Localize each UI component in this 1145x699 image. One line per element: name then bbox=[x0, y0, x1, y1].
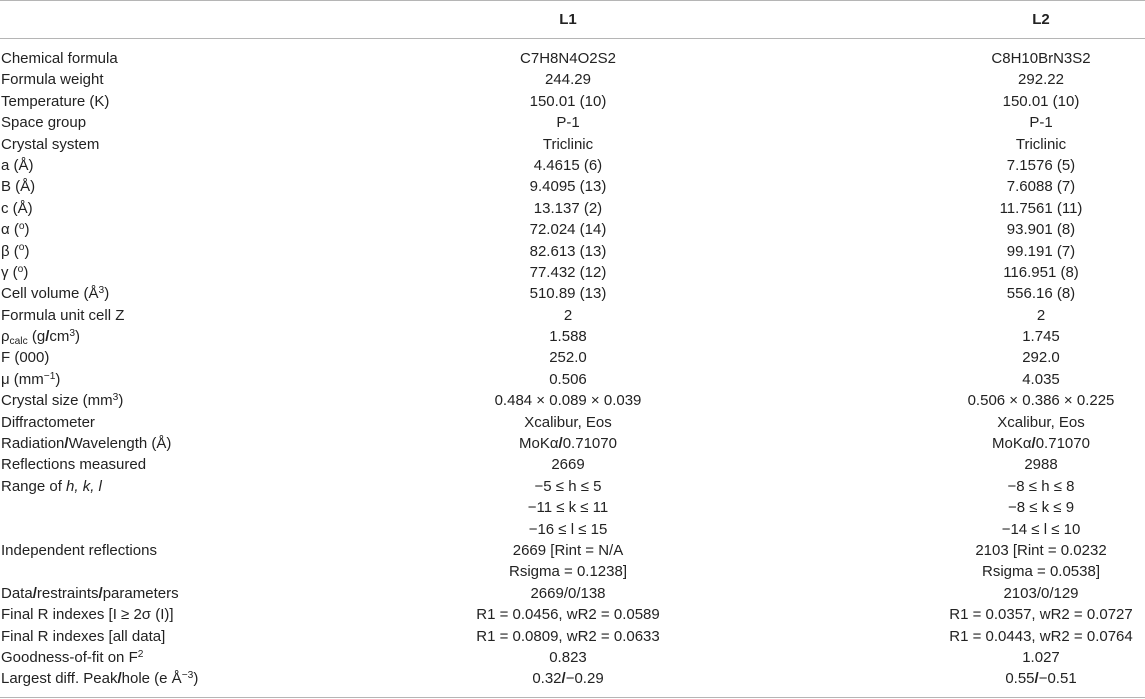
row-label: Temperature (K) bbox=[1, 92, 110, 110]
text-segment: β ( bbox=[1, 242, 19, 260]
value-l1: R1 = 0.0456, wR2 = 0.0589 bbox=[476, 606, 660, 624]
text-segment: μ (mm bbox=[1, 370, 44, 388]
value-l2: 93.901 (8) bbox=[1006, 221, 1076, 239]
text-segment: ) bbox=[23, 263, 29, 281]
text-segment: / bbox=[45, 328, 50, 346]
text-segment: hole (e Å bbox=[121, 670, 182, 688]
value-l1: −11 ≤ k ≤ 11 bbox=[527, 499, 609, 517]
row-label bbox=[0, 326, 418, 347]
value-l1: 2669 bbox=[551, 456, 585, 474]
table-row bbox=[0, 454, 1145, 475]
row-label bbox=[0, 369, 418, 390]
value-l1: −16 ≤ l ≤ 15 bbox=[528, 520, 608, 538]
text-segment: ) bbox=[118, 392, 124, 410]
value-l2 bbox=[937, 668, 1145, 689]
text-segment: Largest diff. Peak bbox=[1, 670, 118, 688]
row-label bbox=[0, 219, 418, 240]
value-l1: Rsigma = 0.1238] bbox=[509, 563, 627, 581]
row-label: Independent reflections bbox=[1, 541, 157, 559]
row-label bbox=[0, 476, 418, 497]
text-segment: Data bbox=[1, 584, 33, 602]
value-l1: 2669/0/138 bbox=[530, 584, 606, 602]
text-segment: Range of bbox=[1, 477, 67, 495]
text-segment: MoKα bbox=[519, 435, 559, 453]
value-l1: 4.4615 (6) bbox=[533, 156, 603, 174]
value-l2: 7.6088 (7) bbox=[1006, 178, 1076, 196]
row-label bbox=[0, 241, 418, 262]
row-label: F (000) bbox=[1, 349, 50, 367]
table-row bbox=[0, 626, 1145, 647]
table-row bbox=[0, 583, 1145, 604]
value-l2: R1 = 0.0357, wR2 = 0.0727 bbox=[949, 606, 1133, 624]
value-l1: 0.484 × 0.089 × 0.039 bbox=[494, 392, 642, 410]
value-l1: 9.4095 (13) bbox=[529, 178, 607, 196]
table-row bbox=[0, 112, 1145, 133]
value-l2: C8H10BrN3S2 bbox=[991, 50, 1091, 67]
text-segment: restraints bbox=[36, 584, 99, 602]
row-label: Formula weight bbox=[1, 71, 104, 89]
table-body bbox=[0, 39, 1145, 690]
table-row bbox=[0, 369, 1145, 390]
value-l2: 292.22 bbox=[1018, 71, 1064, 89]
value-l1: Xcalibur, Eos bbox=[524, 413, 612, 431]
value-l1: Triclinic bbox=[542, 135, 594, 153]
table-row bbox=[0, 668, 1145, 689]
row-label: Formula unit cell Z bbox=[1, 306, 125, 324]
text-segment: / bbox=[64, 435, 69, 453]
row-label: Space group bbox=[1, 114, 87, 132]
row-label bbox=[0, 668, 418, 689]
row-label: B (Å) bbox=[1, 178, 36, 196]
table-row bbox=[0, 155, 1145, 176]
value-l1 bbox=[418, 668, 718, 689]
text-segment: o bbox=[18, 221, 25, 233]
table-row bbox=[0, 540, 1145, 561]
table-row bbox=[0, 390, 1145, 411]
text-segment: ) bbox=[193, 670, 199, 688]
row-label: Final R indexes [all data] bbox=[1, 627, 166, 645]
table-row bbox=[0, 283, 1145, 304]
table-row bbox=[0, 497, 1145, 518]
table-row bbox=[0, 176, 1145, 197]
value-l2: 2 bbox=[1036, 306, 1046, 324]
value-l2: −14 ≤ l ≤ 10 bbox=[1001, 520, 1081, 538]
value-l1: C7H8N4O2S2 bbox=[520, 50, 616, 67]
value-l1: R1 = 0.0809, wR2 = 0.0633 bbox=[476, 627, 660, 645]
value-l2: Triclinic bbox=[1015, 135, 1067, 153]
text-segment: Goodness-of-fit on F bbox=[1, 648, 138, 666]
text-segment: Cell volume (Å bbox=[1, 285, 99, 303]
row-label: Final R indexes [I ≥ 2σ (I)] bbox=[1, 606, 174, 624]
value-l2: P-1 bbox=[1029, 114, 1053, 132]
value-l2: 7.1576 (5) bbox=[1006, 156, 1076, 174]
text-segment: 0.71070 bbox=[1035, 435, 1090, 453]
text-segment: −3 bbox=[181, 670, 194, 682]
text-segment: 3 bbox=[69, 327, 76, 339]
value-l1: 72.024 (14) bbox=[529, 221, 607, 239]
value-l2: R1 = 0.0443, wR2 = 0.0764 bbox=[949, 627, 1133, 645]
text-segment: / bbox=[32, 584, 37, 602]
text-segment: γ ( bbox=[1, 263, 18, 281]
value-l1: 0.823 bbox=[549, 648, 587, 666]
value-l2: 0.506 × 0.386 × 0.225 bbox=[967, 392, 1115, 410]
table-row bbox=[0, 561, 1145, 582]
value-l1: 252.0 bbox=[549, 349, 587, 367]
row-label bbox=[0, 433, 418, 454]
header-cell-l2: L2 bbox=[1032, 11, 1050, 28]
value-l1 bbox=[418, 433, 718, 454]
row-label: Chemical formula bbox=[1, 50, 118, 67]
table-row bbox=[0, 241, 1145, 262]
table-row bbox=[0, 198, 1145, 219]
text-segment: parameters bbox=[102, 584, 179, 602]
text-segment: MoKα bbox=[992, 435, 1032, 453]
table-row bbox=[0, 412, 1145, 433]
text-segment: Wavelength (Å) bbox=[68, 435, 172, 453]
text-segment: 3 bbox=[112, 392, 119, 404]
text-segment: / bbox=[117, 670, 122, 688]
text-segment: ρ bbox=[1, 328, 10, 346]
text-segment: ) bbox=[75, 328, 81, 346]
text-segment: 2 bbox=[137, 648, 144, 660]
value-l2: −8 ≤ h ≤ 8 bbox=[1007, 477, 1075, 495]
text-segment: −0.51 bbox=[1038, 670, 1077, 688]
table-row bbox=[0, 326, 1145, 347]
row-label bbox=[0, 390, 418, 411]
table-row bbox=[0, 262, 1145, 283]
value-l2: 99.191 (7) bbox=[1006, 242, 1076, 260]
value-l1: P-1 bbox=[556, 114, 580, 132]
row-label: Reflections measured bbox=[1, 456, 147, 474]
table-row bbox=[0, 134, 1145, 155]
text-segment: −1 bbox=[43, 370, 56, 382]
text-segment: 0.32 bbox=[532, 670, 562, 688]
text-segment: / bbox=[561, 670, 566, 688]
row-label bbox=[0, 283, 418, 304]
text-segment: h, k, l bbox=[66, 477, 102, 495]
table-row bbox=[0, 476, 1145, 497]
value-l2: 1.745 bbox=[1022, 328, 1060, 346]
text-segment: / bbox=[558, 435, 563, 453]
value-l1: 77.432 (12) bbox=[529, 263, 607, 281]
text-segment: 0.55 bbox=[1005, 670, 1035, 688]
value-l2: 116.951 (8) bbox=[1003, 263, 1079, 281]
value-l2: 4.035 bbox=[1022, 370, 1060, 388]
table-row bbox=[0, 647, 1145, 668]
text-segment: Radiation bbox=[1, 435, 65, 453]
row-label: Crystal system bbox=[1, 135, 100, 153]
value-l2: 292.0 bbox=[1022, 349, 1060, 367]
text-segment: o bbox=[17, 263, 24, 275]
table-row bbox=[0, 519, 1145, 540]
value-l2 bbox=[937, 433, 1145, 454]
row-label: Diffractometer bbox=[1, 413, 95, 431]
table-row bbox=[0, 69, 1145, 90]
text-segment: ) bbox=[55, 370, 61, 388]
row-label: a (Å) bbox=[1, 156, 34, 174]
table-header bbox=[0, 1, 1145, 39]
text-segment: Crystal size (mm bbox=[1, 392, 113, 410]
table-row bbox=[0, 91, 1145, 112]
row-label bbox=[0, 583, 418, 604]
text-segment: ) bbox=[24, 242, 30, 260]
value-l1: 2 bbox=[563, 306, 573, 324]
value-l1: 510.89 (13) bbox=[529, 285, 607, 303]
text-segment: 3 bbox=[98, 285, 105, 297]
value-l2: 2988 bbox=[1024, 456, 1058, 474]
text-segment: / bbox=[98, 584, 103, 602]
value-l2: 556.16 (8) bbox=[1006, 285, 1076, 303]
text-segment: ) bbox=[24, 221, 30, 239]
value-l2: 2103 [Rint = 0.0232 bbox=[975, 541, 1107, 559]
value-l2: Xcalibur, Eos bbox=[997, 413, 1085, 431]
table-row bbox=[0, 433, 1145, 454]
table-row bbox=[0, 305, 1145, 326]
text-segment: 0.71070 bbox=[562, 435, 617, 453]
text-segment: calc bbox=[9, 335, 28, 347]
text-segment: −0.29 bbox=[565, 670, 604, 688]
row-label bbox=[0, 262, 418, 283]
text-segment: ) bbox=[104, 285, 110, 303]
text-segment: / bbox=[1031, 435, 1036, 453]
text-segment: / bbox=[1034, 670, 1039, 688]
value-l1: 13.137 (2) bbox=[533, 199, 603, 217]
row-label bbox=[0, 647, 418, 668]
table-row bbox=[0, 48, 1145, 69]
value-l1: 150.01 (10) bbox=[529, 92, 607, 110]
table-row bbox=[0, 219, 1145, 240]
text-segment: (g bbox=[27, 328, 46, 346]
value-l1: 1.588 bbox=[549, 328, 587, 346]
value-l2: 11.7561 (11) bbox=[999, 199, 1083, 217]
value-l2: Rsigma = 0.0538] bbox=[982, 563, 1100, 581]
value-l2: 150.01 (10) bbox=[1002, 92, 1080, 110]
text-segment: o bbox=[18, 242, 25, 254]
value-l2: 1.027 bbox=[1022, 648, 1060, 666]
value-l1: 2669 [Rint = N/A bbox=[512, 541, 624, 559]
value-l1: 244.29 bbox=[545, 71, 591, 89]
table-row bbox=[0, 347, 1145, 368]
value-l1: 82.613 (13) bbox=[529, 242, 607, 260]
value-l2: −8 ≤ k ≤ 9 bbox=[1007, 499, 1075, 517]
table-row bbox=[0, 604, 1145, 625]
text-segment: α ( bbox=[1, 221, 19, 239]
value-l2: 2103/0/129 bbox=[1003, 584, 1079, 602]
row-label: c (Å) bbox=[1, 199, 33, 217]
text-segment: cm bbox=[49, 328, 70, 346]
value-l1: −5 ≤ h ≤ 5 bbox=[534, 477, 602, 495]
value-l1: 0.506 bbox=[549, 370, 587, 388]
header-cell-l1: L1 bbox=[559, 11, 577, 28]
